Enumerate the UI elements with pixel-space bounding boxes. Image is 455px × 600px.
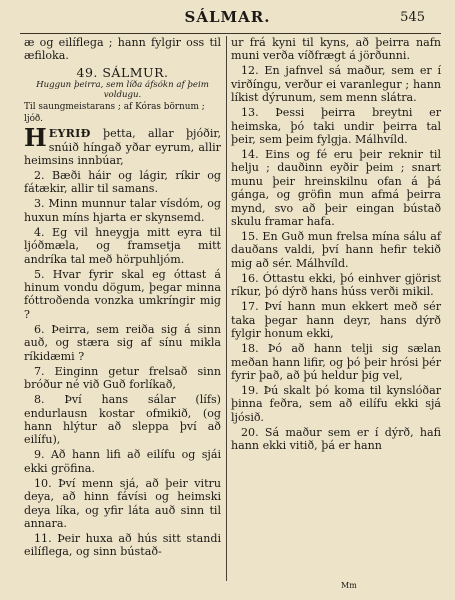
verse: 20. Sá maður sem er í dýrð, hafi hann ekki vitið, þá er hann (231, 425, 441, 453)
verse: 13. Þessi þeirra breytni er heimska, þó taki undir þeirra tal þeir, sem þeim fylgja. Málhvíld. (231, 106, 441, 147)
verse: 18. Þó að hann telji sig sælan meðan hann lifir, og þó þeir hrósi þér fyrir það, að þú heldur þig vel, (231, 342, 441, 382)
drop-cap: H (24, 123, 47, 153)
verse: 7. Einginn getur frelsað sinn bróður né við Guð forlíkað, (24, 364, 221, 392)
verse: 8. Því hans sálar (lífs) endurlausn kostar ofmikið, (og hann hlýtur að sleppa því að eilífu), (24, 393, 221, 447)
verse: 17. Því hann mun ekkert með sér taka þegar hann deyr, hans dýrð fylgir honum ekki, (231, 300, 441, 341)
right-column (231, 36, 441, 454)
verse: 10. Því menn sjá, að þeir vitru deya, að hinn fávísi og heimski deya líka, og yfir láta auð sinn til annara. (24, 476, 221, 530)
carry-over-text: ur frá kyni til kyns, að þeirra nafn muni verða víðfrægt á jörðunni. (231, 36, 441, 63)
verse: 9. Að hann lifi að eilífu og sjái ekki gröfina. (24, 448, 221, 475)
verse: 5. Hvar fyrir skal eg óttast á hinum vondu dögum, þegar minna fóttroðenda vonzka umkríngir mig ? (24, 267, 221, 321)
psalm-heading: 49. SÁLMUR. (76, 64, 169, 80)
verse: 11. Þeir huxa að hús sitt standi eilíflega, og sinn bústað- (24, 531, 221, 559)
verse: 4. Eg vil hneygja mitt eyra til ljóðmæla, og framsetja mitt andríka tal með hörpuhljóm. (24, 225, 221, 266)
printer-signature: Mm (341, 581, 357, 590)
column-divider (226, 36, 227, 581)
verse: 2. Bæði háir og lágir, ríkir og fátækir, allir til samans. (24, 169, 221, 196)
running-header-title: SÁLMAR. (184, 8, 271, 26)
psalm-dedication: Til saungmeistarans ; af Kóras börnum ; ljóð. (24, 102, 205, 125)
verse: 16. Óttastu ekki, þó einhver gjörist ríkur, þó dýrð hans húss verði mikil. (231, 271, 441, 299)
verse: 15. En Guð mun frelsa mína sálu af dauðans valdi, því hann hefir tekið mig að sér. Málhvíld. (231, 230, 441, 270)
header-rule (20, 33, 441, 34)
verse: 14. Eins og fé eru þeir reknir til helju ; dauðinn eyðir þeim ; snart munu þeir hreinskilnu ofan á þá gánga, og gröfin mun afmá þeirra mynd, svo að þeir eingan bústað skulu framar hafa. (231, 148, 441, 229)
verse-1-opening-caps: EYRIÐ (48, 127, 91, 141)
verse-1 (24, 123, 221, 168)
page-number: 545 (400, 10, 425, 25)
verse: 6. Þeirra, sem reiða sig á sinn auð, og stæra sig af sínu mikla ríkidæmi ? (24, 322, 221, 363)
psalm-subtitle: Huggun þeirra, sem líða áfsókn af þeim voldugu. (36, 80, 209, 101)
verse-1-text: þetta, allar þjóðir, snúið híngað yðar eyrum, allir heimsins innbúar, (24, 127, 221, 168)
carry-over-text: æ og eilíflega ; hann fylgir oss til æfiloka. (24, 36, 221, 63)
verse: 19. Þú skalt þó koma til kynslóðar þinna feðra, sem að eilífu ekki sjá ljósið. (231, 383, 441, 424)
verse: 12. En jafnvel sá maður, sem er í virðíngu, verður ei varanlegur ; hann líkist dýrunum, sem menn slátra. (231, 64, 441, 105)
verse: 3. Minn munnur talar vísdóm, og huxun míns hjarta er skynsemd. (24, 197, 221, 224)
left-column (24, 36, 221, 560)
